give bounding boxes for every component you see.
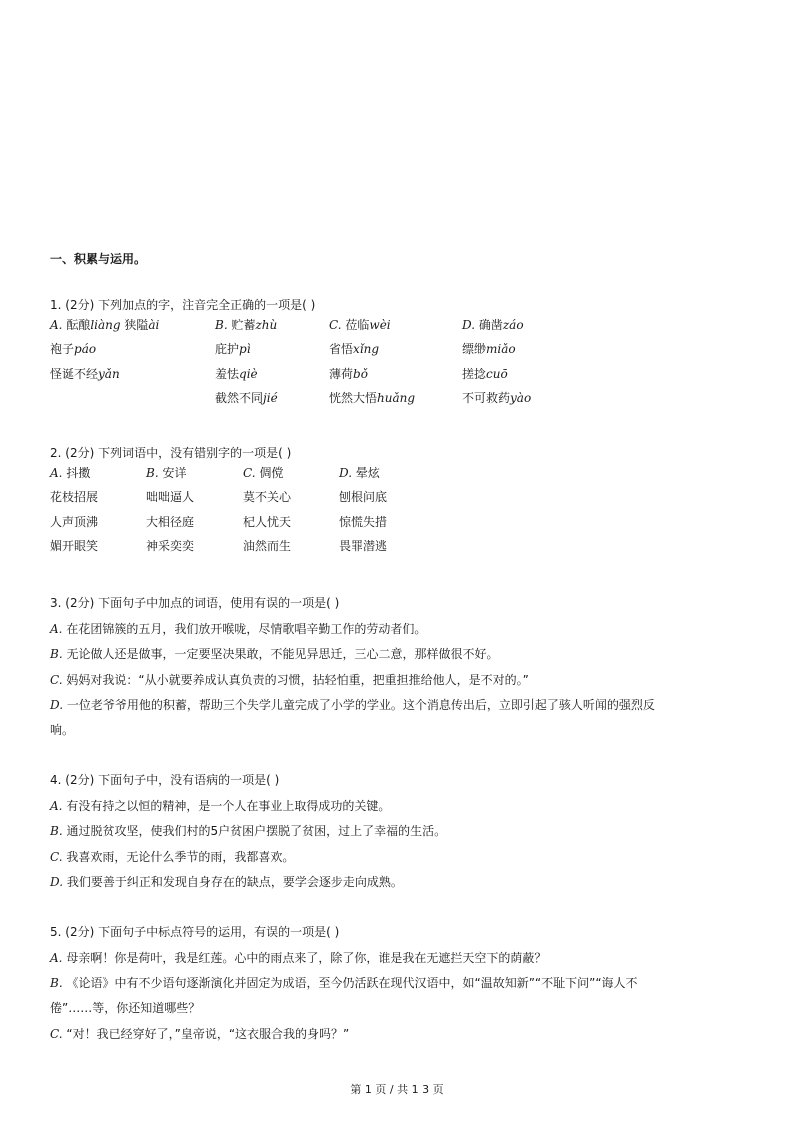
pinyin-annotation: zhù xyxy=(255,318,278,332)
option-cell xyxy=(146,489,194,505)
pinyin-annotation: huǎng xyxy=(377,390,416,405)
pinyin-annotation: liàng xyxy=(90,318,121,332)
option-cell xyxy=(243,538,291,554)
option-cell xyxy=(243,489,291,505)
option-line xyxy=(50,688,750,739)
option-cell xyxy=(329,317,391,333)
option-cell xyxy=(329,390,415,406)
pinyin-annotation: jié xyxy=(263,390,278,405)
option-text: 抖擞 xyxy=(66,466,91,480)
option-text: 在花团锦簇的五月，我们放开喉咙，尽情歌唱辛勤工作的劳动者们。 xyxy=(66,621,427,636)
pinyin-annotation: bǒ xyxy=(353,366,368,381)
option-cell xyxy=(215,341,251,357)
option-line xyxy=(50,966,750,1017)
option-text: 刨根问底 xyxy=(339,490,388,505)
option-row xyxy=(50,461,750,485)
option-row xyxy=(50,485,750,509)
option-text: 有没有持之以恒的精神，是一个人在事业上取得成功的关键。 xyxy=(66,798,391,813)
pinyin-annotation: pì xyxy=(239,342,251,357)
option-text: 油然而生 xyxy=(243,538,292,553)
option-text: 妈妈对我说：“从小就要养成认真负责的习惯，拈轻怕重，把重担推给他人，是不对的。” xyxy=(66,672,529,687)
option-text: 恍然大悟 xyxy=(329,390,378,405)
option-text: 通过脱贫攻坚，使我们村的5户贫困户摆脱了贫困，过上了幸福的生活。 xyxy=(66,824,447,838)
pinyin-annotation: cuō xyxy=(486,366,508,381)
option-text: 惊慌失措 xyxy=(339,514,388,529)
option-letter: B. xyxy=(146,466,159,480)
option-line xyxy=(50,865,750,891)
option-text: 省悟 xyxy=(329,342,354,357)
option-text: 人声顶沸 xyxy=(50,514,99,529)
pinyin-annotation: yào xyxy=(510,390,532,405)
page-footer: 第 1 页 / 共 1 3 页 xyxy=(350,1083,444,1096)
option-cell xyxy=(339,514,387,530)
question-stem: 2. (2分) 下列词语中，没有错别字的一项是( ) xyxy=(50,446,292,460)
pinyin-annotation: yǎn xyxy=(98,366,120,381)
option-text: 莅临 xyxy=(345,318,370,332)
option-cell xyxy=(146,514,194,530)
option-text: 无论做人还是做事，一定要坚决果敢，不能见异思迁，三心二意，那样做很不好。 xyxy=(66,647,499,661)
option-cell xyxy=(50,366,120,382)
option-letter: A. xyxy=(50,621,63,636)
option-grid xyxy=(50,313,750,410)
option-text: 缥缈 xyxy=(462,342,487,357)
option-cell xyxy=(329,366,368,382)
option-cell xyxy=(215,317,277,333)
option-text: 搓捻 xyxy=(462,366,487,381)
option-cell xyxy=(50,514,98,530)
option-text: 母亲啊！你是荷叶，我是红莲。心中的雨点来了，除了你，谁是我在无遮拦天空下的荫蔽？ xyxy=(66,950,547,965)
option-line xyxy=(50,662,750,688)
option-text: 庇护 xyxy=(215,342,240,357)
option-text: 《论语》中有不少语句逐渐演化并固定为成语，至今仍活跃在现代汉语中，如“温故知新”“不耻下问”“诲人不 xyxy=(66,976,638,990)
option-cell xyxy=(339,538,387,554)
pinyin-annotation: páo xyxy=(74,342,97,357)
option-text: 贮蓄 xyxy=(231,318,256,332)
option-cell xyxy=(215,390,278,406)
pinyin-annotation: ài xyxy=(148,318,160,332)
question-1 xyxy=(50,297,750,410)
option-row xyxy=(50,510,750,534)
option-text: 我们要善于纠正和发现自身存在的缺点，要学会逐步走向成熟。 xyxy=(66,875,403,889)
option-letter: C. xyxy=(329,318,342,332)
option-text-continued: 响。 xyxy=(50,723,75,737)
option-cell xyxy=(462,366,508,382)
option-letter: A. xyxy=(50,950,63,965)
pinyin-annotation: záo xyxy=(502,318,524,332)
option-text: 安详 xyxy=(162,466,187,480)
option-line xyxy=(50,637,750,663)
option-letter: C. xyxy=(243,466,256,480)
option-letter: D. xyxy=(462,318,476,332)
option-text: 媚开眼笑 xyxy=(50,538,99,553)
option-text: 莫不关心 xyxy=(243,490,292,505)
option-letter: B. xyxy=(50,976,63,990)
option-text: 一位老爷爷用他的积蓄，帮助三个失学儿童完成了小学的学业。这个消息传出后，立即引起了骇人听闻的强烈反 xyxy=(66,698,655,712)
option-row xyxy=(50,534,750,558)
option-text: 花枝招展 xyxy=(50,490,99,505)
option-letter: B. xyxy=(215,318,228,332)
option-cell xyxy=(243,465,283,481)
question-2 xyxy=(50,445,750,558)
question-stem: 4. (2分) 下面句子中，没有语病的一项是( ) xyxy=(50,773,280,787)
option-text: 杞人忧天 xyxy=(243,514,292,529)
option-text: 确凿 xyxy=(478,318,503,332)
question-5 xyxy=(50,924,750,1042)
option-text: 不可救药 xyxy=(462,390,511,405)
pinyin-annotation: xǐng xyxy=(353,342,380,357)
option-letter: C. xyxy=(50,672,63,687)
option-text: 我喜欢雨，无论什么季节的雨，我都喜欢。 xyxy=(66,849,295,864)
option-cell xyxy=(50,317,159,333)
option-list xyxy=(50,611,750,738)
option-cell xyxy=(462,341,516,357)
option-cell xyxy=(329,341,379,357)
pinyin-annotation: miǎo xyxy=(486,342,516,357)
option-text: 畏罪潜逃 xyxy=(339,538,388,553)
option-letter: D. xyxy=(339,466,353,480)
option-cell xyxy=(50,465,90,481)
option-cell xyxy=(146,538,194,554)
pinyin-annotation: wèi xyxy=(369,318,391,332)
option-line xyxy=(50,1016,750,1042)
option-line xyxy=(50,814,750,840)
option-cell xyxy=(50,489,98,505)
option-text-continued: 倦”……等，你还知道哪些？ xyxy=(50,1001,201,1015)
section-title: 一、积累与运用。 xyxy=(50,252,147,266)
question-stem: 3. (2分) 下面句子中加点的词语，使用有误的一项是( ) xyxy=(50,596,340,610)
option-letter: A. xyxy=(50,798,63,813)
option-text: “对！我已经穿好了，”皇帝说，“这衣服合我的身吗？” xyxy=(66,1026,350,1041)
option-text: 咄咄逼人 xyxy=(146,490,195,505)
option-letter: B. xyxy=(50,647,63,661)
option-line xyxy=(50,788,750,814)
option-cell xyxy=(243,514,291,530)
option-cell xyxy=(339,465,380,481)
option-text: 怪诞不经 xyxy=(50,366,99,381)
option-cell xyxy=(339,489,387,505)
option-row xyxy=(50,337,750,361)
option-letter: A. xyxy=(50,466,63,480)
option-row xyxy=(50,386,750,410)
option-text: 大相径庭 xyxy=(146,514,195,529)
option-letter: B. xyxy=(50,824,63,838)
option-cell xyxy=(215,366,258,382)
question-stem: 5. (2分) 下面句子中标点符号的运用，有误的一项是( ) xyxy=(50,925,340,939)
option-text: 截然不同 xyxy=(215,390,264,405)
option-cell xyxy=(50,538,98,554)
option-line xyxy=(50,839,750,865)
option-text: 袍子 xyxy=(50,342,75,357)
option-cell xyxy=(462,390,531,406)
pinyin-annotation: qiè xyxy=(239,366,258,381)
option-row xyxy=(50,313,750,337)
option-text: 神采奕奕 xyxy=(146,538,195,553)
option-letter: C. xyxy=(50,849,63,864)
option-letter: C. xyxy=(50,1026,63,1041)
option-cell xyxy=(462,317,524,333)
option-list xyxy=(50,788,750,890)
option-text: 倜傥 xyxy=(259,466,284,480)
option-text: 晕炫 xyxy=(355,466,380,480)
option-line xyxy=(50,940,750,966)
option-cell xyxy=(50,341,96,357)
option-letter: D. xyxy=(50,698,64,712)
option-text: 薄荷 xyxy=(329,366,354,381)
option-list xyxy=(50,940,750,1042)
option-grid xyxy=(50,461,750,558)
question-stem: 1. (2分) 下列加点的字，注音完全正确的一项是( ) xyxy=(50,298,316,312)
option-letter: D. xyxy=(50,875,64,889)
option-row xyxy=(50,362,750,386)
option-text: 羞怯 xyxy=(215,366,240,381)
option-text: 狭隘 xyxy=(120,318,149,332)
option-letter: A. xyxy=(50,318,63,332)
option-line xyxy=(50,611,750,637)
option-text: 酝酿 xyxy=(66,318,91,332)
question-4 xyxy=(50,772,750,890)
question-3 xyxy=(50,595,750,738)
option-cell xyxy=(146,465,186,481)
